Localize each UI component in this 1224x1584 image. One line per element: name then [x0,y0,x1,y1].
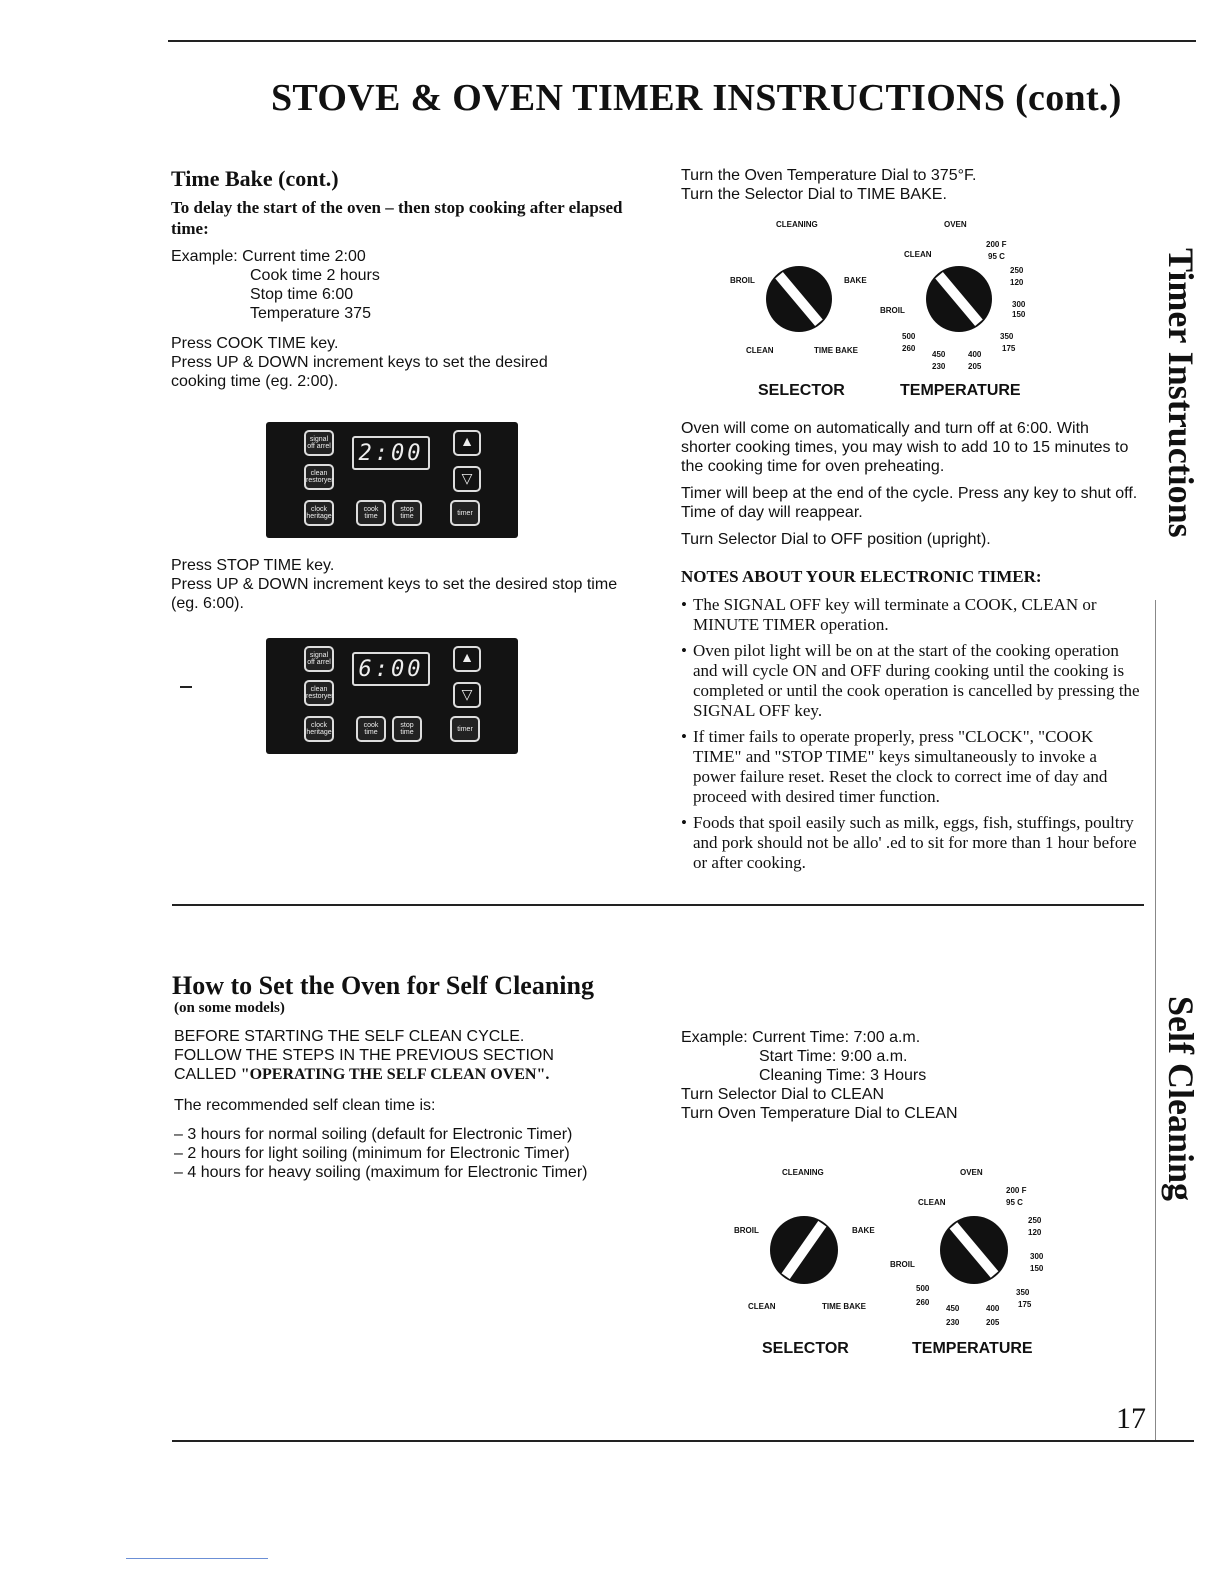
temp-label: 350 [1000,332,1014,341]
temperature-caption: TEMPERATURE [900,382,1021,399]
selector-caption: SELECTOR [758,382,845,399]
temp-label: 260 [916,1298,930,1307]
clean-key[interactable]: clean restoryer [304,680,334,706]
dials-figure [720,214,1050,404]
broil-temp-label: BROIL [890,1260,915,1269]
selector-dial [764,264,834,334]
stop-time-key[interactable]: stop time [392,500,422,526]
side-tab-timer-instructions: Timer Instructions [1161,248,1201,538]
note-item: • Oven pilot light will be on at the start of the cooking operation and will cycle ON and OFF during cooking until the cooking is completed or until the cook operation is cancelled by pressing the SIGNAL OFF key. [681,641,1143,721]
selector-dial [768,1214,840,1286]
temp-label: 260 [902,344,916,353]
temp-label: 205 [968,362,982,371]
temp-label: 250 [1010,266,1024,275]
before-line: FOLLOW THE STEPS IN THE PREVIOUS SECTION [174,1047,554,1064]
temp-label: 450 [946,1304,960,1313]
step-line: Press COOK TIME key. [171,335,339,352]
temp-label: 300 [1012,300,1026,309]
oven-auto-para: Oven will come on automatically and turn off at 6:00. With shorter cooking times, you may wish to add 10 to 15 minutes to the cooking time for oven preheating. [681,420,1129,475]
oven-label: OVEN [960,1168,983,1177]
temp-label: 250 [1028,1216,1042,1225]
time-item: – 4 hours for heavy soiling (maximum for Electronic Timer) [174,1164,588,1181]
cleaning-label: CLEANING [776,220,818,229]
turn-instructions [681,166,1121,204]
temperature-dial [938,1214,1010,1286]
temp-label: 400 [986,1304,1000,1313]
stray-dash [180,686,192,688]
broil-temp-label: BROIL [880,306,905,315]
step-line: Press UP & DOWN increment keys to set the desired cooking time (eg. 2:00). [171,354,548,390]
oven-label: OVEN [944,220,967,229]
clean-label: CLEAN [748,1302,776,1311]
clean-example [681,1028,1121,1123]
times-list [174,1125,654,1182]
clean-temp-label: CLEAN [904,250,932,259]
cook-time-key[interactable]: cook time [356,716,386,742]
cook-time-key[interactable]: cook time [356,500,386,526]
timer-key[interactable]: timer [450,716,480,742]
time-display: 2:00 [352,436,430,470]
page-title: STOVE & OVEN TIMER INSTRUCTIONS (cont.) [271,77,1122,119]
down-key[interactable]: ▽ [453,682,481,708]
example-line: Temperature 375 [250,305,371,322]
side-vertical-rule [1155,600,1156,1440]
time-bake-label: TIME BAKE [822,1302,866,1311]
bottom-rule [172,1440,1194,1442]
temp-label: 95 C [988,252,1005,261]
temp-label: 500 [916,1284,930,1293]
turn-line: Turn the Oven Temperature Dial to 375°F. [681,167,977,184]
clock-key[interactable]: clock heritage [304,500,334,526]
called-line [174,1065,654,1084]
temp-label: 175 [1018,1300,1032,1309]
called-bold: "OPERATING THE SELF CLEAN OVEN". [240,1066,550,1083]
stop-time-key[interactable]: stop time [392,716,422,742]
time-item: – 3 hours for normal soiling (default for Electronic Timer) [174,1126,573,1143]
before-line: BEFORE STARTING THE SELF CLEAN CYCLE. [174,1028,525,1045]
broil-label: BROIL [734,1226,759,1235]
temp-label: 200 F [986,240,1007,249]
side-tab-self-cleaning: Self Cleaning [1161,996,1201,1202]
step-line: Press STOP TIME key. [171,557,335,574]
clock-key[interactable]: clock heritage [304,716,334,742]
note-item: • If timer fails to operate properly, press "CLOCK", "COOK TIME" and "STOP TIME" keys simultaneously to invoke a power failure reset. Reset the clock to correct ime of day and proceed with desired timer function. [681,727,1143,807]
up-key[interactable]: ▲ [453,430,481,456]
timer-beep-para: Timer will beep at the end of the cycle. Press any key to shut off. Time of day will reappear. [681,485,1138,521]
selector-caption: SELECTOR [762,1340,849,1357]
temp-label: 205 [986,1318,1000,1327]
temp-label: 150 [1030,1264,1044,1273]
up-key[interactable]: ▲ [453,646,481,672]
before-text [174,1027,654,1084]
temp-label: 120 [1028,1228,1042,1237]
selector-off-para: Turn Selector Dial to OFF position (upright). [681,531,991,548]
clean-temp-label: CLEAN [918,1198,946,1207]
time-bake-subheading: To delay the start of the oven – then stop cooking after elapsed time: [171,198,623,238]
turn-line: Turn the Selector Dial to TIME BAKE. [681,186,947,203]
note-item: • Foods that spoil easily such as milk, eggs, fish, stuffings, poultry and pork should not be allo' .ed to sit for more than 1 hour before or after cooking. [681,813,1143,873]
turn-line: Turn Oven Temperature Dial to CLEAN [681,1105,958,1122]
recommended-text: The recommended self clean time is: [174,1097,436,1114]
down-key[interactable]: ▽ [453,466,481,492]
temp-label: 500 [902,332,916,341]
temp-label: 200 F [1006,1186,1027,1195]
temperature-dial [924,264,994,334]
time-item: – 2 hours for light soiling (minimum for Electronic Timer) [174,1145,570,1162]
temp-label: 230 [932,362,946,371]
bake-label: BAKE [844,276,867,285]
temp-label: 450 [932,350,946,359]
temp-label: 150 [1012,310,1026,319]
section-divider [172,904,1144,906]
clean-key[interactable]: clean restoryer [304,464,334,490]
temp-label: 230 [946,1318,960,1327]
called-prefix: CALLED [174,1066,241,1083]
top-rule [168,40,1196,42]
example-line: Start Time: 9:00 a.m. [759,1048,908,1065]
temp-label: 350 [1016,1288,1030,1297]
temp-label: 120 [1010,278,1024,287]
timer-control-panel [266,638,518,754]
time-bake-heading: Time Bake (cont.) [171,166,339,191]
example-line: Cleaning Time: 3 Hours [759,1067,927,1084]
timer-control-panel [266,422,518,538]
footer-link-rule [126,1558,268,1559]
broil-label: BROIL [730,276,755,285]
clean-label: CLEAN [746,346,774,355]
example-line: Stop time 6:00 [250,286,354,303]
self-clean-heading: How to Set the Oven for Self Cleaning [172,971,594,1000]
signal-off-key[interactable]: signal off arrel [304,646,334,672]
temp-label: 400 [968,350,982,359]
temp-label: 300 [1030,1252,1044,1261]
timer-key[interactable]: timer [450,500,480,526]
temperature-caption: TEMPERATURE [912,1340,1033,1357]
temp-label: 95 C [1006,1198,1023,1207]
time-bake-example [171,247,641,323]
example-line: Example: Current Time: 7:00 a.m. [681,1029,921,1046]
step1-text [171,334,601,391]
cleaning-label: CLEANING [782,1168,824,1177]
bake-label: BAKE [852,1226,875,1235]
signal-off-key[interactable]: signal off arrel [304,430,334,456]
time-display: 6:00 [352,652,430,686]
example-line: Example: Current time 2:00 [171,248,366,265]
step2-text [171,556,631,613]
page-number: 17 [1116,1402,1146,1435]
temp-label: 175 [1002,344,1016,353]
notes-heading: NOTES ABOUT YOUR ELECTRONIC TIMER: [681,567,1042,586]
step-line: Press UP & DOWN increment keys to set the desired stop time (eg. 6:00). [171,576,618,612]
example-line: Cook time 2 hours [250,267,380,284]
notes-list [681,595,1143,879]
dials-figure [726,1164,1056,1364]
turn-line: Turn Selector Dial to CLEAN [681,1086,885,1103]
self-clean-subheading: (on some models) [174,1000,285,1016]
time-bake-label: TIME BAKE [814,346,858,355]
note-item: • The SIGNAL OFF key will terminate a COOK, CLEAN or MINUTE TIMER operation. [681,595,1143,635]
